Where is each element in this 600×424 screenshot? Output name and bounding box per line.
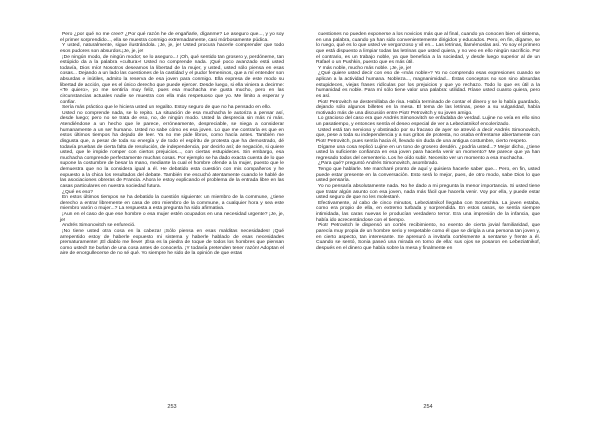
paragraph: ¿Para qué? preguntó Andrés Simonovitch, asombrado. (318, 161, 439, 167)
paragraph: Sería más práctico que le hiciera usted un regalito. Estoy seguro de que no ha pensado en ello. (62, 105, 272, 111)
paragraph: Andrés Simonovitch se enfureció. (62, 223, 136, 229)
paragraph: Tengo que hablarle. Me marcharé pronto de aquí y quisiera hacerle saber que... Pero, en fin, usted puede estar presente en la conversación. Esto será lo mejor, pues, de otro modo, sabe Dios lo que usted pensaría. (316, 167, 540, 184)
page-number: 254 (423, 404, 433, 410)
paragraph: Pero ¿por qué no me cree? ¿Por qué razón he de engañarle, díganme? Le aseguro que..., y yo soy el primer sorprendido..., ella se muestra conmigo extremadamente, casi mórbosamente púdica. (60, 32, 284, 43)
paragraph: Yo no pensaría absolutamente nada. No he dado a mi pregunta la menor importancia. Si usted tiene que tratar algún asunto con esa joven, nada más fácil que hacerla venir. Voy por ella, y puede estar usted seguro de que no les molestaré. (316, 183, 540, 201)
right-page-text (316, 32, 540, 251)
paragraph: ¿Qué quiere usted decir con eso de «más noble»? Yo no comprendo esas expresiones cuando se aplican a la actividad humana. Nobleza..., magnanimidad... Éstas conceptos no son sino absurdas estupideces, viejas frases ridículas por los prejuicios y que yo rechazo. Todo lo que es útil a la humanidad es noble. Para mí sólo tiene valor una palabra: utilidad. Ríase usted cuanto quiera, pero es así. (316, 71, 540, 99)
page-number: 253 (167, 404, 177, 410)
paragraph: ¿Qué es eso? (62, 189, 94, 195)
right-page (316, 32, 540, 410)
paragraph: Lo gracioso del caso era que Andrés Simonovitch se enfadaba de verdad. Lujine no veía en ello sino un pasatiempo, y entonces sentía el deseo especial de ver a Lebeziatnikof encolerizado. (316, 116, 540, 127)
paragraph: Piotr Petrovitch le dispensó un cortés recibimiento, no exento de cierta jovial familiaridad, que parecía muy propia de un hombre serio y respetable como él que se dirigía a una persona tan joven y, en cierto aspecto, tan interesante. Se apresuró a invitarla cortésmente a sentarse y frente a él. Cuando se sentó, Sonia paseó una mirada en torno de ella: sus ojos se posaron en Lebeziatnikof, después en el dinero que había sobre la mesa y finalmente en (316, 223, 540, 251)
left-page (60, 32, 284, 410)
paragraph: Usted está tan nervioso y obstinado por su fracaso de ayer se atrevió a decir Andrés Simonovitch, que, pese a toda su independencia y a sus gritos de protesta, no osaba enfrentarse abiertamente con Piotr Petrovitch, pues sentía hacia él, llevado sin duda de una antigua costumbre, cierto respeto. (316, 127, 540, 144)
paragraph: ¡No tiene usted otra cosa en la cabeza! ¡Sólo piensa en esas malditas necesidades! ¡Qué arrepentido estoy de haberle expuesto mi sistema y haberle hablado de esas necesidades prematuramente! ¡El diablo me lleve! ¡Ésa es la piedra de toque de todos los hombres que piensan como usted! Se burlan de una cosa antes de conocerla. ¡Y todavía pretenden tener razón! Adoptan el aire de enorgullecerse de no sé qué. Yo siempre he sido de la opinión de que estas (60, 228, 284, 257)
paragraph: Y usted, naturalmente, sigue ilustrándola. ¡Je, je, je! Usted procura hacerle comprender que todo esos pudores son absurdos.¡Je, je, je! (60, 43, 284, 54)
left-page-text (60, 32, 284, 257)
paragraph: cuestiones no pueden exponerse a los novicios más que al final, cuando ya conocen bien el sistema, en una palabra, cuando ya han sido convenientemente dirigidos y educados. Pero, en fin, dígame, se lo ruego, qué es lo que usted ve vergonzoso y vil en... Las letrinas, llamémoslas así. Yo soy el primero que está dispuesto a limpiar todas las letrinas que usted quiera, y no veo en ello ningún sacrificio. Por el contrario, es un trabajo noble, ya que beneficia a la sociedad, y desde luego superior al de un Rafael o un Pushkin, puesto que es más útil. (316, 32, 540, 66)
paragraph: ¡Aun en el caso de que ese hombre o esa mujer estén ocupados en una necesidad urgente? ¡Je, je, je! (60, 212, 284, 223)
paragraph: Y más noble, mucho más noble. ¡Je, je, je! (318, 65, 412, 71)
paragraph: Efectivamente, al cabo de cinco minutos, Lebeziatnikof llegaba con Sonetchka. La joven estaba, como era propio de ella, en extremo turbada y sorprendida. En estos casos, se sentía siempre intimidada, las caras nuevas le producían verdadero terror. Era una impresión de la infancia, que había ido acrecentándose con el tiempo. (316, 200, 540, 223)
paragraph: Usted no comprende nada, se lo repito. La situación de esa muchacha le autoriza a pensar así, desde luego; pero no se trata de eso, no, de ningún modo. Usted la desprecia sin más ni más. Atendiéndose a un hecho que le parece, erróneamente, despreciable, se niega a considerar humanamente a un ser humano. Usted no sabe cómo es esa joven. Lo que me contraría es que en estos últimos tiempos ha dejado de leer. Ya no me pide libros, como hacía antes. También me disgusta que, a pesar de toda su energía y de todo el espíritu de protesta que ha demostrado, dé todavía pruebas de cierta falta de resolución, de independencia, por decirlo así; de negación, si quiere usted, que le impide romper con ciertos prejuicios..., con ciertas estupideces. Sin embargo, esa muchacha comprende perfectamente muchas cosas. Por ejemplo se ha dado exacta cuenta de lo que supone la costumbre de besar la mano, mediante la cual el hombre ofende a la mujer, puesto que le demuestra que no la considera igual a él. He debatido esta cuestión con mis compañeros y he expuesto a la chica los resultados del debate. También me escuchó atentamente cuando le hablé de las asociaciones obreras de Francia. Ahora le estoy explicando el problema de la entrada libre en las casas particulares en nuestra sociedad futura. (60, 110, 284, 189)
paragraph: En estos últimos tiempos se ha debatido la cuestión siguiente: un miembro de la commune, ¿tiene derecho a entrar libremente en casa de otro miembro de la commune, a cualquier hora y sea este miembro varón o mujer...? La respuesta a esta pregunta ha sido afirmativa. (60, 195, 284, 212)
paragraph: Dígame una cosa replicó Lujine en un tono de grosero desdén. ¿podría usted...? Mejor dicho, ¿tiene usted la suficiente confianza en esa joven para hacerla venir un momento? Me parece que ya han regresado todos del cementerio. Los he oído subir. Necesito ver un momento a esa muchacha. (316, 144, 540, 161)
paragraph: Piotr Petrovitch se desternillaba de risa. Había terminado de contar el dinero y se lo había guardado, dejando sólo algunos billetes en la mesa. El tema de las letrinas, pese a su vulgaridad, había motivado más de una discusión entre Piotr Petrovitch y su joven amigo. (316, 99, 540, 116)
paragraph: ¡De ningún modo, de ningún modo!; se lo aseguro...! ¡Oh, qué sentido tan grosero y, perdóneme, tan estúpido da a la palabra «cultura»! Usted no comprende nada. ¡Qué poco avanzado está usted todavía, Dios mío! Nosotros deseamos la libertad de la mujer, y usted, usted sólo piensa en esas cosas... Dejando a un lado las cuestiones de la castidad y el pudor femeninos, que a mí entender son absurdas e inútiles, admito la reserva de esa joven para conmigo. Ella expresa de este modo su libertad de acción, que es el único derecho que puede ejercer. Desde luego, si ella viniera a decirme: «Te quiero», yo me sentiría muy feliz, pues esa muchacha me gusta mucho, pero en las circunstancias actuales nadie se muestra con ella más respetuoso que yo. Me limito a esperar y confiar. (60, 54, 284, 105)
